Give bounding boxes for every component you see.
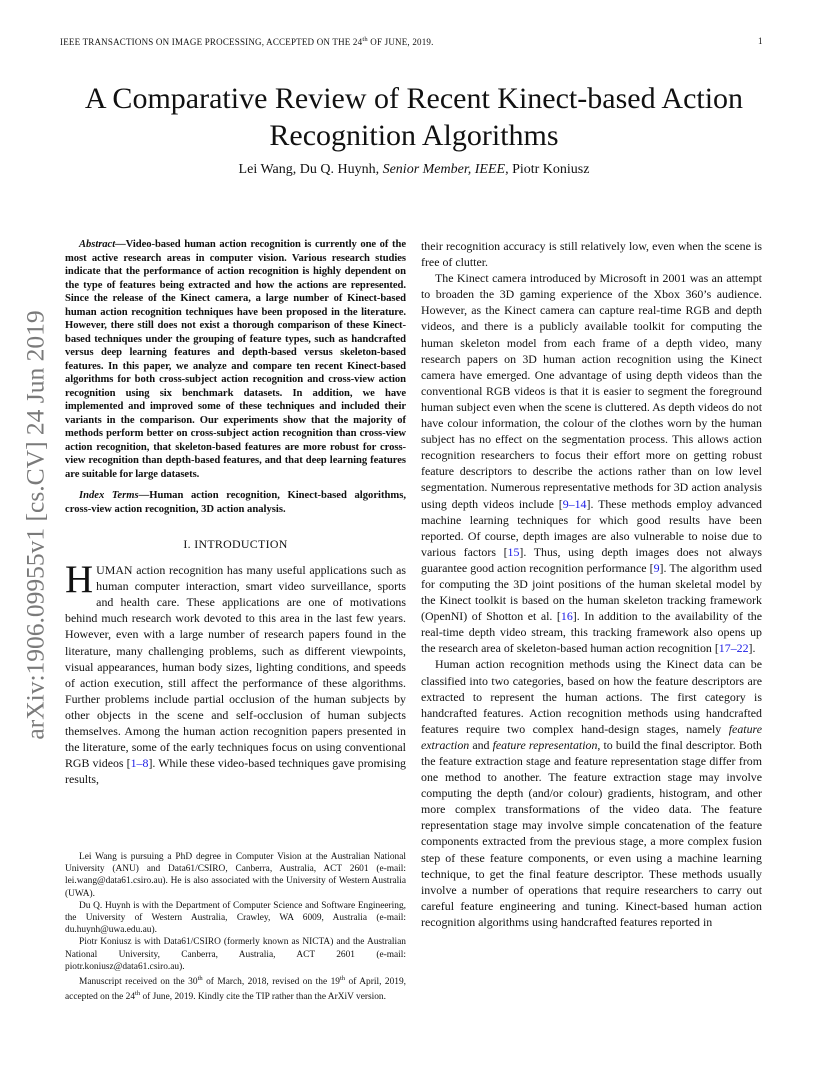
arxiv-stamp xyxy=(16,290,56,760)
running-head-text-end: OF JUNE, 2019. xyxy=(367,37,434,47)
intro-text-end: ]. While these video-based techniques gave promising results, xyxy=(65,756,406,787)
body-text: ]. xyxy=(748,641,756,656)
citation-link[interactable]: 9–14 xyxy=(562,496,587,511)
citation-link[interactable]: 17–22 xyxy=(718,641,749,656)
body-text: The Kinect camera introduced by Microsoft in 2001 was an attempt to broaden the 3D gaming experience of the Xbox 360’s audience. However, as the Kinect camera can capture real-time RGB and depth videos, and there is a publicly available toolkit for computing the human skeleton model from each frame of a depth video, many research papers on 3D human action recognition using the Kinect camera have emerged. One advantage of using depth videos than the conventional RGB videos is that it is easier to segment the foreground human subject even when the scene is cluttered. As depth videos do not have colour information, the colour of the clothes worn by the human subject has no effect on the segmentation process. This allows action recognition researchers to focus their effort more on getting robust feature descriptors to describe the actions rather than on low level segmentation. Numerous representative methods for 3D action analysis using depth videos include [ xyxy=(421,271,762,511)
drop-cap-run: UMAN xyxy=(96,563,133,578)
index-terms xyxy=(65,489,406,516)
page-number: 1 xyxy=(758,36,763,46)
footnote-affiliation: Piotr Koniusz is with Data61/CSIRO (formerly known as NICTA) and the Australian National University, Canberra, Australia, ACT 2601 (e-mail: piotr.koniusz@data61.csiro.au). xyxy=(65,937,406,972)
index-terms-lead: Index Terms xyxy=(79,490,139,501)
author-membership: Senior Member, IEEE xyxy=(382,162,506,177)
footnote-affiliation: Du Q. Huynh is with the Department of Computer Science and Software Engineering, the University of Western Australia, Crawley, WA 6009, Australia (e-mail: du.huynh@uwa.edu.au). xyxy=(65,900,406,936)
body-text: ]. The algorithm used for computing the 3D joint positions of the human skeletal model by the Kinect toolkit is based on the human skeleton tracking framework (OpenNI) of Shotton et al. [ xyxy=(421,560,762,624)
section-first-letter: I xyxy=(194,537,199,551)
citation-link[interactable]: 9 xyxy=(653,560,660,575)
intro-text: action recognition has many useful applications such as human computer interaction, smart video surveillance, sports and health care. These applications are one of motivations behind much research work devoted to this area in the last few years. However, even with a large number of research papers found in the literature, many challenging problems, such as different viewpoints, visual appearances, human body sizes, lighting conditions, and speeds of action execution, still affect the performance of these algorithms. Further problems include partial occlusion of the human subjects by other objects in the scene and self-occlusion of human subjects themselves. Among the human action recognition papers presented in the literature, some of the early techniques focus on using conventional RGB videos [ xyxy=(65,563,406,771)
running-head-text: IEEE TRANSACTIONS ON IMAGE PROCESSING, ACCEPTED ON THE 24 xyxy=(60,37,363,47)
emphasis-text: feature representation xyxy=(492,737,598,752)
citation-link[interactable]: 15 xyxy=(507,544,520,559)
footnotes xyxy=(65,851,406,1004)
running-head xyxy=(60,36,434,47)
footnote-text: of March, 2018, revised on the 19 xyxy=(202,977,340,988)
footnote-text: Manuscript received on the 30 xyxy=(79,977,198,988)
footnote-text: of April, 2019, accepted on the 24 xyxy=(65,977,406,1003)
intro-paragraph xyxy=(65,558,406,787)
body-text: , to build the final descriptor. Both the feature extraction stage and feature representation stage differ from one method to another. The feature extraction stage may involve computing the depth (and/or colour) gradients, histogram, and other more complex transformations of the video data. The feature representation stage may involve simple concatenation of the feature components extracted from the previous stage, a more complex fusion step of these feature components, or even using a machine learning technique, to get the final feature descriptor. These methods usually involve a number of operations that require researchers to carry out careful feature engineering and tuning. Kinect-based human action recognition algorithms using handcrafted features reported in xyxy=(421,737,762,929)
footnote-sup: th xyxy=(339,975,346,983)
continued-paragraph: their recognition accuracy is still relatively low, even when the scene is free of clutter. xyxy=(421,239,762,270)
body-text: ]. Thus, using depth images does not always guarantee good action recognition performance [ xyxy=(421,544,762,575)
kinect-paragraph xyxy=(421,270,762,656)
author-line xyxy=(60,162,768,178)
footnote-manuscript xyxy=(65,973,406,1004)
section-heading xyxy=(65,536,406,552)
running-head-sup: th xyxy=(362,36,368,43)
methods-paragraph xyxy=(421,656,762,930)
arxiv-stamp-text: arXiv:1906.09955v1 [cs.CV] 24 Jun 2019 xyxy=(21,310,50,740)
left-column xyxy=(65,238,406,787)
section-title-rest: NTRODUCTION xyxy=(198,537,288,551)
index-terms-text: —Human action recognition, Kinect-based algorithms, cross-view action recognition, 3D action analysis. xyxy=(65,490,406,515)
abstract-lead: Abstract xyxy=(79,239,116,250)
citation-link[interactable]: 16 xyxy=(560,609,573,624)
body-text: ]. These methods employ advanced machine learning techniques for which good results have been reported. Of course, depth images are also vulnerable to noise due to various factors [ xyxy=(421,496,762,559)
body-text: and xyxy=(469,737,493,752)
author-names: Lei Wang, Du Q. Huynh, xyxy=(238,162,383,177)
footnote-affiliation: Lei Wang is pursuing a PhD degree in Computer Vision at the Australian National University (ANU) and Data61/CSIRO, Canberra, Australia, ACT 2601 (e-mail: lei.wang@data61.csiro.au). He is also associated with the University of Western Australia (UWA). xyxy=(65,852,406,899)
footnote-text: of June, 2019. Kindly cite the TIP rather than the ArXiV version. xyxy=(140,992,386,1003)
drop-cap: H xyxy=(65,558,94,602)
body-text: Human action recognition methods using the Kinect data can be classified into two categories, based on how the feature descriptors are extracted to represent the human actions. The first category is handcrafted features. Action recognition methods using handcrafted features require two complex hand-design stages, namely xyxy=(421,657,762,736)
abstract xyxy=(65,238,406,481)
section-number: I. xyxy=(183,537,195,551)
emphasis-text: feature extraction xyxy=(421,721,762,752)
author-names-rest: , Piotr Koniusz xyxy=(505,162,590,177)
footnote-sup: th xyxy=(197,975,203,983)
paper-title: A Comparative Review of Recent Kinect-based Action Recognition Algorithms xyxy=(84,82,744,152)
abstract-text: —Video-based human action recognition is currently one of the most active research areas in computer vision. Various research studies indicate that the performance of action recognition is highly dependent on the type of features being extracted and how the actions are represented. Since the release of the Kinect camera, a large number of Kinect-based human action recognition techniques have been proposed in the literature. However, there still does not exist a thorough comparison of these Kinect-based techniques under the grouping of feature types, such as handcrafted versus deep learning features and depth-based versus skeleton-based features. In this paper, we analyze and compare ten recent Kinect-based algorithms for both cross-subject action recognition and cross-view action recognition using six benchmark datasets. In addition, we have implemented and improved some of these techniques and included their variants in the comparison. Our experiments show that the majority of methods perform better on cross-subject action recognition than cross-view action recognition, that skeleton-based features are more robust for cross-view recognition than depth-based features, and that deep learning features are suitable for large datasets. xyxy=(65,239,406,480)
body-text: ]. In addition to the availability of the real-time depth video stream, this tracking framework also opens up the research area of skeleton-based human action recognition [ xyxy=(421,609,762,656)
right-column xyxy=(421,238,762,930)
footnote-sup: th xyxy=(135,990,141,998)
citation-link[interactable]: 1–8 xyxy=(130,756,149,771)
